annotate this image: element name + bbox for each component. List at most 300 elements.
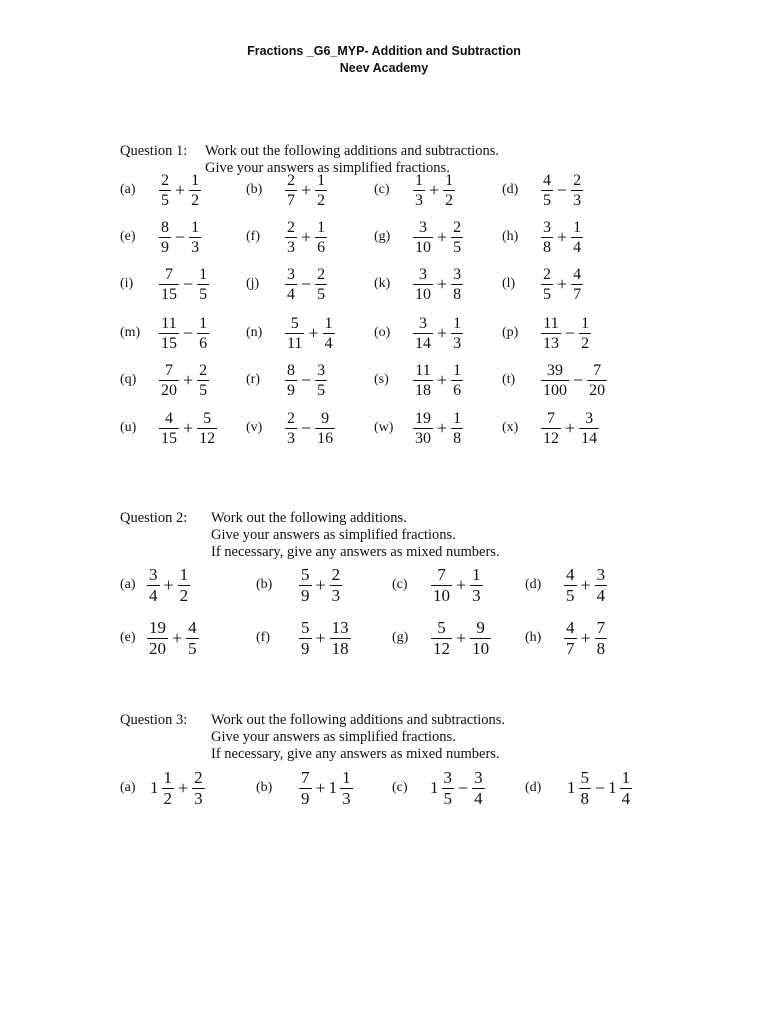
numerator: 1 bbox=[163, 767, 172, 787]
denominator: 100 bbox=[543, 381, 567, 399]
school-name: Neev Academy bbox=[339, 61, 429, 75]
fraction bbox=[299, 566, 312, 605]
denominator: 5 bbox=[443, 788, 452, 808]
item-label: (c) bbox=[392, 577, 408, 592]
exercise-item bbox=[120, 170, 136, 210]
exercise-item bbox=[120, 565, 136, 605]
whole-number: 1 bbox=[430, 778, 439, 797]
fraction bbox=[159, 362, 179, 399]
fraction bbox=[315, 219, 327, 256]
denominator: 10 bbox=[472, 638, 490, 658]
fraction-expression bbox=[430, 618, 492, 658]
denominator: 2 bbox=[191, 191, 200, 209]
numerator: 2 bbox=[543, 265, 551, 283]
numerator: 1 bbox=[317, 171, 326, 189]
denominator: 3 bbox=[342, 788, 351, 808]
fraction bbox=[451, 315, 463, 352]
fraction-bar bbox=[413, 237, 433, 238]
item-label: (p) bbox=[502, 325, 519, 340]
fraction bbox=[147, 619, 168, 658]
item-label: (t) bbox=[502, 372, 516, 387]
denominator: 9 bbox=[301, 638, 310, 658]
fraction-bar bbox=[451, 284, 463, 285]
fraction-expression bbox=[430, 565, 484, 605]
item-label: (k) bbox=[374, 276, 391, 291]
fraction-expression bbox=[540, 170, 584, 210]
item-label: (b) bbox=[246, 182, 263, 197]
denominator: 7 bbox=[287, 191, 295, 209]
fraction bbox=[451, 410, 463, 447]
numerator: 1 bbox=[472, 564, 481, 584]
fraction-bar bbox=[541, 190, 553, 191]
exercise-item bbox=[374, 170, 390, 210]
fraction-expression bbox=[284, 264, 328, 304]
fraction bbox=[285, 219, 297, 256]
item-label: (b) bbox=[256, 577, 273, 592]
fraction-bar bbox=[285, 284, 297, 285]
fraction-bar bbox=[541, 380, 569, 381]
fraction bbox=[443, 172, 455, 209]
denominator: 9 bbox=[301, 788, 310, 808]
denominator: 3 bbox=[415, 191, 423, 209]
denominator: 10 bbox=[433, 585, 450, 605]
fraction-bar bbox=[579, 428, 599, 429]
fraction bbox=[451, 219, 463, 256]
fraction-bar bbox=[413, 333, 433, 334]
minus-operator: − bbox=[573, 369, 584, 390]
exercise-item bbox=[120, 313, 140, 353]
fraction bbox=[431, 619, 452, 658]
item-label: (o) bbox=[374, 325, 391, 340]
fraction bbox=[299, 619, 312, 658]
whole-number: 1 bbox=[328, 778, 338, 797]
denominator: 15 bbox=[161, 285, 177, 303]
minus-operator: − bbox=[301, 273, 312, 294]
fraction bbox=[579, 410, 599, 447]
exercise-item bbox=[374, 217, 390, 257]
numerator: 4 bbox=[165, 409, 173, 427]
instruction-line: Work out the following additions and subtractions. bbox=[211, 712, 506, 728]
fraction-bar bbox=[451, 428, 463, 429]
question-label: Question 3: bbox=[120, 712, 188, 728]
denominator: 9 bbox=[287, 381, 295, 399]
numerator: 7 bbox=[165, 265, 173, 283]
exercise-item bbox=[502, 360, 515, 400]
fraction bbox=[330, 619, 351, 658]
numerator: 5 bbox=[301, 564, 310, 584]
numerator: 1 bbox=[199, 265, 208, 283]
denominator: 12 bbox=[199, 429, 216, 447]
fraction-bar bbox=[285, 333, 304, 334]
fraction bbox=[595, 566, 608, 605]
exercise-item bbox=[502, 170, 518, 210]
item-label: (e) bbox=[120, 630, 136, 645]
denominator: 8 bbox=[596, 638, 606, 658]
numerator: 5 bbox=[437, 617, 446, 637]
item-label: (f) bbox=[246, 229, 260, 244]
denominator: 5 bbox=[543, 191, 551, 209]
fraction-expression bbox=[298, 565, 343, 605]
denominator: 5 bbox=[199, 381, 208, 399]
denominator: 7 bbox=[566, 638, 575, 658]
instruction-line: Give your answers as simplified fractions. bbox=[211, 527, 456, 543]
item-label: (a) bbox=[120, 577, 136, 592]
fraction bbox=[159, 266, 179, 303]
exercise-item bbox=[120, 768, 136, 808]
fraction-expression bbox=[540, 217, 584, 257]
fraction bbox=[431, 566, 452, 605]
exercise-item bbox=[256, 618, 270, 658]
item-label: (d) bbox=[525, 780, 542, 795]
fraction bbox=[315, 362, 327, 399]
item-label: (w) bbox=[374, 420, 394, 435]
numerator: 7 bbox=[301, 767, 310, 787]
fraction-bar bbox=[315, 380, 327, 381]
denominator: 15 bbox=[161, 334, 177, 352]
fraction-expression bbox=[563, 565, 608, 605]
fraction bbox=[197, 410, 217, 447]
fraction bbox=[571, 172, 583, 209]
fraction bbox=[413, 362, 433, 399]
numerator: 2 bbox=[331, 564, 341, 584]
fraction bbox=[541, 266, 553, 303]
numerator: 7 bbox=[547, 409, 555, 427]
fraction bbox=[413, 219, 433, 256]
exercise-item bbox=[502, 264, 515, 304]
fraction bbox=[571, 266, 583, 303]
fraction-bar bbox=[285, 237, 297, 238]
denominator: 8 bbox=[543, 238, 551, 256]
exercise-item bbox=[374, 408, 393, 448]
minus-operator: − bbox=[301, 417, 312, 438]
fraction bbox=[340, 769, 353, 808]
fraction-expression bbox=[412, 217, 464, 257]
fraction-bar bbox=[571, 237, 583, 238]
denominator: 11 bbox=[287, 334, 303, 352]
fraction-bar bbox=[579, 333, 591, 334]
fraction bbox=[315, 266, 327, 303]
document-title: Fractions _G6_MYP- Addition and Subtraction bbox=[247, 44, 521, 58]
denominator: 5 bbox=[161, 191, 169, 209]
item-label: (j) bbox=[246, 276, 260, 291]
exercise-item bbox=[246, 408, 262, 448]
fraction bbox=[541, 172, 553, 209]
exercise-item bbox=[525, 565, 541, 605]
question-label: Question 2: bbox=[120, 510, 188, 526]
item-label: (c) bbox=[374, 182, 390, 197]
numerator: 3 bbox=[453, 265, 462, 283]
minus-operator: − bbox=[301, 369, 312, 390]
numerator: 2 bbox=[573, 171, 582, 189]
numerator: 3 bbox=[585, 409, 594, 427]
plus-operator: + bbox=[456, 627, 467, 648]
instruction-line: Work out the following additions and subtractions. bbox=[205, 143, 500, 159]
item-label: (f) bbox=[256, 630, 270, 645]
item-label: (e) bbox=[120, 229, 136, 244]
exercise-item bbox=[392, 565, 408, 605]
item-label: (i) bbox=[120, 276, 134, 291]
plus-operator: + bbox=[301, 179, 312, 200]
exercise-item bbox=[120, 618, 136, 658]
numerator: 4 bbox=[573, 265, 582, 283]
fraction-expression bbox=[298, 618, 352, 658]
fraction-bar bbox=[571, 190, 583, 191]
denominator: 13 bbox=[543, 334, 559, 352]
item-label: (x) bbox=[502, 420, 519, 435]
fraction-expression bbox=[146, 618, 200, 658]
question-instructions bbox=[211, 510, 500, 561]
plus-operator: + bbox=[437, 226, 448, 247]
denominator: 5 bbox=[543, 285, 551, 303]
item-label: (s) bbox=[374, 372, 389, 387]
plus-operator: + bbox=[183, 417, 194, 438]
document-header bbox=[0, 43, 768, 77]
denominator: 4 bbox=[596, 585, 606, 605]
plus-operator: + bbox=[580, 574, 591, 595]
item-label: (d) bbox=[525, 577, 542, 592]
fraction-bar bbox=[541, 428, 561, 429]
exercise-item bbox=[502, 217, 518, 257]
exercise-item bbox=[502, 408, 518, 448]
exercise-item bbox=[525, 618, 541, 658]
minus-operator: − bbox=[175, 226, 186, 247]
item-label: (h) bbox=[502, 229, 519, 244]
fraction bbox=[541, 362, 569, 399]
plus-operator: + bbox=[175, 179, 186, 200]
exercise-item bbox=[120, 264, 133, 304]
exercise-item bbox=[246, 360, 260, 400]
numerator: 19 bbox=[415, 409, 431, 427]
fraction-expression bbox=[540, 264, 584, 304]
fraction bbox=[159, 315, 179, 352]
numerator: 1 bbox=[453, 361, 462, 379]
item-label: (r) bbox=[246, 372, 260, 387]
fraction-expression bbox=[412, 313, 464, 353]
item-label: (c) bbox=[392, 780, 408, 795]
denominator: 3 bbox=[287, 238, 295, 256]
denominator: 3 bbox=[453, 334, 462, 352]
denominator: 14 bbox=[581, 429, 598, 447]
fraction bbox=[197, 362, 209, 399]
plus-operator: + bbox=[557, 273, 568, 294]
numerator: 5 bbox=[203, 409, 212, 427]
denominator: 18 bbox=[415, 381, 431, 399]
fraction-expression bbox=[284, 360, 328, 400]
item-label: (g) bbox=[392, 630, 409, 645]
plus-operator: + bbox=[315, 574, 326, 595]
fraction-expression bbox=[284, 313, 336, 353]
numerator: 1 bbox=[191, 218, 200, 236]
fraction-expression bbox=[567, 768, 633, 808]
numerator: 3 bbox=[149, 564, 158, 584]
fraction-bar bbox=[413, 284, 433, 285]
denominator: 18 bbox=[331, 638, 349, 658]
fraction-bar bbox=[541, 333, 561, 334]
numerator: 2 bbox=[161, 171, 169, 189]
fraction bbox=[470, 619, 491, 658]
fraction bbox=[189, 219, 201, 256]
numerator: 1 bbox=[573, 218, 582, 236]
denominator: 3 bbox=[191, 238, 200, 256]
fraction bbox=[472, 769, 485, 808]
numerator: 1 bbox=[179, 564, 189, 584]
instruction-line: If necessary, give any answers as mixed numbers. bbox=[211, 746, 500, 762]
denominator: 10 bbox=[415, 238, 431, 256]
fraction-bar bbox=[413, 428, 433, 429]
fraction bbox=[413, 410, 433, 447]
fraction bbox=[299, 769, 312, 808]
denominator: 4 bbox=[573, 238, 582, 256]
numerator: 7 bbox=[596, 617, 606, 637]
plus-operator: + bbox=[580, 627, 591, 648]
denominator: 3 bbox=[287, 429, 295, 447]
fraction-bar bbox=[159, 380, 179, 381]
exercise-item bbox=[374, 360, 389, 400]
denominator: 2 bbox=[163, 788, 172, 808]
numerator: 1 bbox=[415, 171, 423, 189]
denominator: 4 bbox=[324, 334, 333, 352]
exercise-item bbox=[246, 264, 259, 304]
exercise-item bbox=[374, 313, 390, 353]
numerator: 1 bbox=[581, 314, 590, 332]
item-label: (q) bbox=[120, 372, 137, 387]
exercise-item bbox=[392, 618, 408, 658]
fraction-bar bbox=[159, 428, 179, 429]
fraction-bar bbox=[159, 190, 171, 191]
numerator: 2 bbox=[194, 767, 203, 787]
fraction bbox=[413, 172, 425, 209]
fraction-expression bbox=[540, 408, 600, 448]
fraction-expression bbox=[412, 264, 464, 304]
denominator: 5 bbox=[453, 238, 462, 256]
plus-operator: + bbox=[301, 226, 312, 247]
denominator: 10 bbox=[415, 285, 431, 303]
fraction-bar bbox=[285, 428, 297, 429]
instruction-line: Work out the following additions. bbox=[211, 510, 407, 526]
fraction bbox=[186, 619, 199, 658]
item-label: (l) bbox=[502, 276, 516, 291]
fraction-expression bbox=[146, 565, 191, 605]
question-label: Question 1: bbox=[120, 143, 188, 159]
denominator: 5 bbox=[566, 585, 575, 605]
fraction bbox=[323, 315, 335, 352]
instruction-line: If necessary, give any answers as mixed numbers. bbox=[211, 544, 500, 560]
denominator: 20 bbox=[161, 381, 177, 399]
exercise-item bbox=[374, 264, 390, 304]
numerator: 1 bbox=[324, 314, 333, 332]
fraction bbox=[285, 172, 297, 209]
denominator: 7 bbox=[573, 285, 582, 303]
fraction bbox=[595, 619, 608, 658]
numerator: 11 bbox=[543, 314, 559, 332]
denominator: 4 bbox=[474, 788, 483, 808]
fraction-bar bbox=[315, 237, 327, 238]
fraction-bar bbox=[197, 333, 209, 334]
fraction bbox=[315, 410, 335, 447]
exercise-item bbox=[246, 217, 260, 257]
numerator: 5 bbox=[580, 767, 589, 787]
numerator: 3 bbox=[419, 265, 427, 283]
fraction-bar bbox=[323, 333, 335, 334]
denominator: 9 bbox=[301, 585, 310, 605]
numerator: 1 bbox=[621, 767, 631, 787]
plus-operator: + bbox=[429, 179, 440, 200]
fraction-bar bbox=[285, 380, 297, 381]
fraction bbox=[571, 219, 583, 256]
denominator: 20 bbox=[149, 638, 166, 658]
item-label: (m) bbox=[120, 325, 141, 340]
fraction-bar bbox=[315, 190, 327, 191]
fraction-bar bbox=[159, 284, 179, 285]
denominator: 16 bbox=[317, 429, 334, 447]
exercise-item bbox=[246, 170, 262, 210]
minus-operator: − bbox=[557, 179, 568, 200]
fraction-bar bbox=[285, 190, 297, 191]
fraction-expression bbox=[158, 217, 202, 257]
denominator: 9 bbox=[161, 238, 169, 256]
fraction bbox=[147, 566, 160, 605]
denominator: 2 bbox=[445, 191, 454, 209]
numerator: 2 bbox=[287, 409, 295, 427]
numerator: 7 bbox=[437, 564, 446, 584]
fraction-expression bbox=[158, 170, 202, 210]
numerator: 8 bbox=[287, 361, 295, 379]
fraction bbox=[189, 172, 201, 209]
fraction-bar bbox=[413, 190, 425, 191]
numerator: 4 bbox=[566, 617, 575, 637]
minus-operator: − bbox=[183, 273, 194, 294]
minus-operator: − bbox=[458, 777, 469, 798]
plus-operator: + bbox=[437, 322, 448, 343]
numerator: 2 bbox=[453, 218, 462, 236]
denominator: 4 bbox=[149, 585, 158, 605]
numerator: 3 bbox=[419, 218, 427, 236]
numerator: 3 bbox=[543, 218, 551, 236]
fraction bbox=[564, 566, 577, 605]
numerator: 5 bbox=[290, 314, 299, 332]
fraction-bar bbox=[197, 428, 217, 429]
fraction-bar bbox=[541, 237, 553, 238]
item-label: (a) bbox=[120, 780, 136, 795]
fraction-bar bbox=[413, 380, 433, 381]
fraction bbox=[579, 769, 592, 808]
instruction-line: Give your answers as simplified fractions. bbox=[211, 729, 456, 745]
numerator: 3 bbox=[443, 767, 452, 787]
fraction-bar bbox=[451, 237, 463, 238]
numerator: 3 bbox=[287, 265, 295, 283]
denominator: 6 bbox=[199, 334, 208, 352]
denominator: 5 bbox=[188, 638, 197, 658]
numerator: 4 bbox=[543, 171, 551, 189]
fraction-expression bbox=[284, 408, 336, 448]
numerator: 1 bbox=[453, 409, 462, 427]
denominator: 2 bbox=[317, 191, 326, 209]
numerator: 2 bbox=[287, 171, 295, 189]
fraction bbox=[413, 266, 433, 303]
fraction bbox=[442, 769, 455, 808]
instruction-line: Give your answers as simplified fractions. bbox=[205, 160, 450, 176]
numerator: 7 bbox=[165, 361, 173, 379]
fraction bbox=[285, 410, 297, 447]
denominator: 5 bbox=[199, 285, 208, 303]
fraction bbox=[541, 315, 561, 352]
denominator: 5 bbox=[317, 381, 326, 399]
fraction bbox=[620, 769, 633, 808]
fraction bbox=[197, 266, 209, 303]
minus-operator: − bbox=[595, 777, 606, 798]
plus-operator: + bbox=[557, 226, 568, 247]
fraction-bar bbox=[541, 284, 553, 285]
